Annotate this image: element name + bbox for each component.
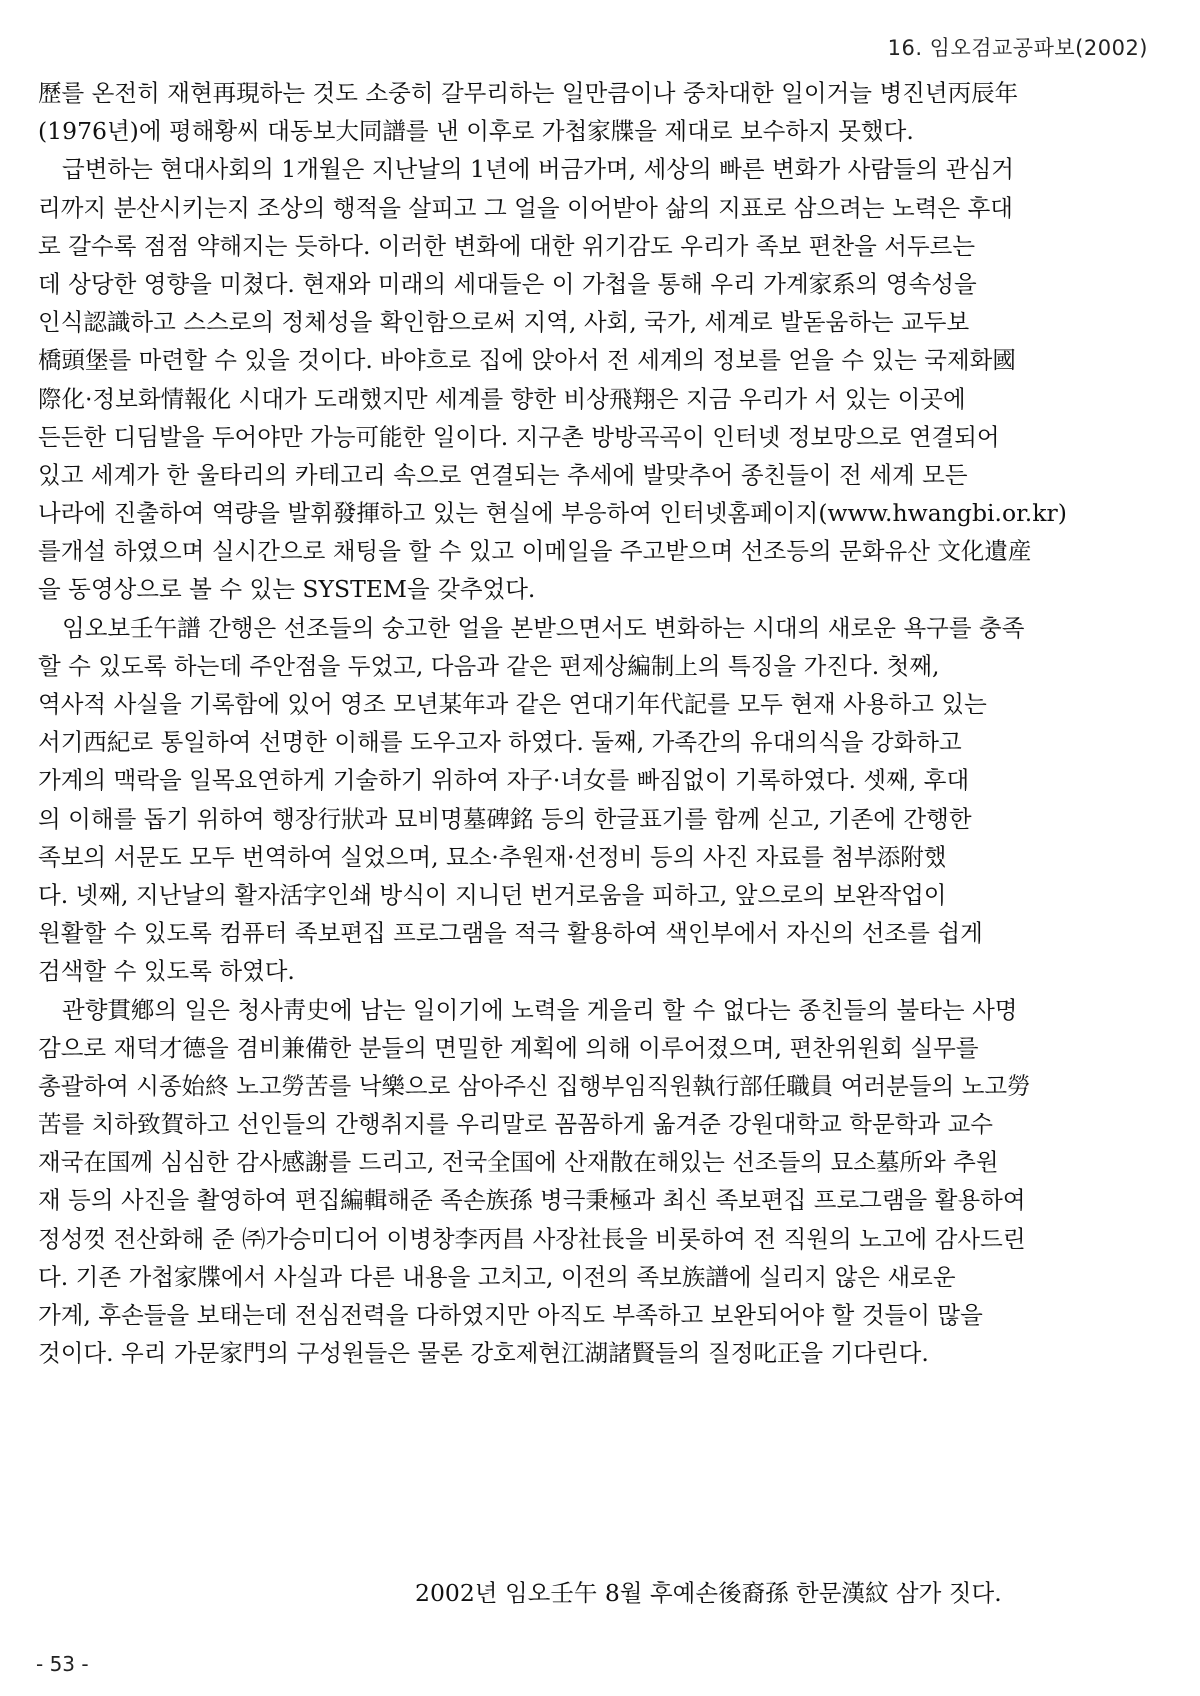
text-line: 총괄하여 시종始終 노고勞苦를 낙樂으로 삼아주신 집행부임직원執行部任職員 여러분들의 노고勞 (38, 1071, 1031, 1100)
text-line: 검색할 수 있도록 하였다. (38, 957, 295, 986)
text-line: 족보의 서문도 모두 번역하여 실었으며, 묘소·추원재·선정비 등의 사진 자료를 첨부添附했 (38, 842, 947, 871)
signature-line: 2002년 임오壬午 8월 후예손後裔孫 한문漢紋 삼가 짓다. (415, 1579, 1002, 1607)
text-line: 것이다. 우리 가문家門의 구성원들은 물론 강호제현江湖諸賢들의 질정叱正을 기다린다. (38, 1339, 929, 1368)
text-line: (1976년)에 평해황씨 대동보大同譜를 낸 이후로 가첩家牒을 제대로 보수하지 못했다. (38, 117, 914, 146)
text-line: 든든한 디딤발을 두어야만 가능可能한 일이다. 지구촌 방방곡곡이 인터넷 정보망으로 연결되어 (38, 422, 1000, 451)
text-line: 가계의 맥락을 일목요연하게 기술하기 위하여 자子·녀女를 빠짐없이 기록하였다. 셋째, 후대 (38, 766, 970, 795)
text-line: 감으로 재덕才德을 겸비兼備한 분들의 면밀한 계획에 의해 이루어졌으며, 편찬위원회 실무를 (38, 1033, 979, 1062)
text-line: 로 갈수록 점점 약해지는 듯하다. 이러한 변화에 대한 위기감도 우리가 족보 편찬을 서두르는 (38, 231, 976, 260)
body-text (38, 74, 1150, 1372)
text-line: 다. 넷째, 지난날의 활자活字인쇄 방식이 지니던 번거로움을 피하고, 앞으로의 보완작업이 (38, 880, 947, 909)
text-line: 재 등의 사진을 촬영하여 편집編輯해준 족손族孫 병극秉極과 최신 족보편집 프로그램을 활용하여 (38, 1186, 1026, 1215)
text-line: 際化·정보화情報化 시대가 도래했지만 세계를 향한 비상飛翔은 지금 우리가 서 있는 이곳에 (38, 384, 966, 413)
text-line: 인식認識하고 스스로의 정체성을 확인함으로써 지역, 사회, 국가, 세계로 발돋움하는 교두보 (38, 308, 970, 337)
text-line: 苦를 치하致賀하고 선인들의 간행취지를 우리말로 꼼꼼하게 옮겨준 강원대학교 학문학과 교수 (38, 1110, 993, 1139)
text-line: 재국在国께 심심한 감사感謝를 드리고, 전국全国에 산재散在해있는 선조들의 묘소墓所와 추원 (38, 1148, 999, 1177)
text-line: 의 이해를 돕기 위하여 행장行狀과 묘비명墓碑銘 등의 한글표기를 함께 싣고, 기존에 간행한 (38, 804, 972, 833)
text-line: 할 수 있도록 하는데 주안점을 두었고, 다음과 같은 편제상編制上의 특징을 가진다. 첫째, (38, 651, 940, 680)
text-line: 橋頭堡를 마련할 수 있을 것이다. 바야흐로 집에 앉아서 전 세계의 정보를 얻을 수 있는 국제화國 (38, 346, 1016, 375)
text-line: 역사적 사실을 기록함에 있어 영조 모년某年과 같은 연대기年代記를 모두 현재 사용하고 있는 (38, 690, 987, 718)
text-line: 원활할 수 있도록 컴퓨터 족보편집 프로그램을 적극 활용하여 색인부에서 자신의 선조를 쉽게 (38, 919, 983, 948)
paragraph-start-line: 급변하는 현대사회의 1개월은 지난날의 1년에 버금가며, 세상의 빠른 변화가 사람들의 관심거 (62, 155, 1015, 184)
text-line: 서기西紀로 통일하여 선명한 이해를 도우고자 하였다. 둘째, 가족간의 유대의식을 강화하고 (38, 728, 962, 757)
text-line: 을 동영상으로 볼 수 있는 SYSTEM을 갖추었다. (38, 575, 536, 604)
running-header: 16. 임오검교공파보(2002) (887, 36, 1148, 60)
paragraph-start-line: 관향貫鄕의 일은 청사靑史에 남는 일이기에 노력을 게을리 할 수 없다는 종친들의 불타는 사명 (62, 995, 1018, 1024)
text-line: 다. 기존 가첩家牒에서 사실과 다른 내용을 고치고, 이전의 족보族譜에 실리지 않은 새로운 (38, 1262, 956, 1291)
text-line: 정성껏 전산화해 준 ㈜가승미디어 이병창李丙昌 사장社長을 비롯하여 전 직원의 노고에 감사드린 (38, 1224, 1026, 1253)
page-number: - 53 - (36, 1652, 89, 1676)
text-line: 있고 세계가 한 울타리의 카테고리 속으로 연결되는 추세에 발맞추어 종친들이 전 세계 모든 (38, 460, 968, 489)
text-line: 를개설 하였으며 실시간으로 채팅을 할 수 있고 이메일을 주고받으며 선조등의 문화유산 文化遺産 (38, 537, 1032, 566)
text-line: 리까지 분산시키는지 조상의 행적을 살피고 그 얼을 이어받아 삶의 지표로 삼으려는 노력은 후대 (38, 193, 1013, 222)
text-line: 가계, 후손들을 보태는데 전심전력을 다하였지만 아직도 부족하고 보완되어야 할 것들이 많을 (38, 1301, 983, 1329)
text-line: 데 상당한 영향을 미쳤다. 현재와 미래의 세대들은 이 가첩을 통해 우리 가계家系의 영속성을 (38, 269, 977, 298)
text-line: 歷를 온전히 재현再現하는 것도 소중히 갈무리하는 일만큼이나 중차대한 일이거늘 병진년丙辰年 (38, 79, 1019, 107)
paragraph-start-line: 임오보壬午譜 간행은 선조들의 숭고한 얼을 본받으면서도 변화하는 시대의 새로운 욕구를 충족 (62, 613, 1025, 642)
text-line: 나라에 진출하여 역량을 발휘發揮하고 있는 현실에 부응하여 인터넷홈페이지(www.hwangbi.or.kr) (38, 499, 1067, 528)
